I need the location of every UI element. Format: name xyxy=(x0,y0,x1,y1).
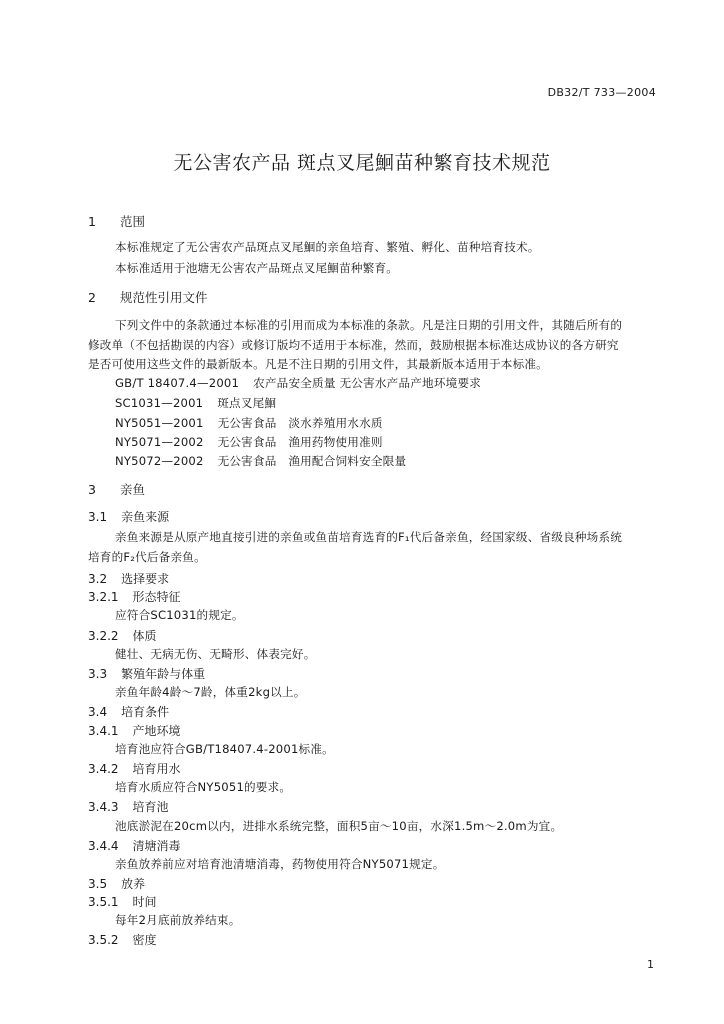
subsection-title: 培育条件 xyxy=(121,705,170,719)
subsection-title: 形态特征 xyxy=(132,590,181,604)
reference-name: 无公害食品 渔用配合饲料安全限量 xyxy=(217,454,407,468)
subsection-heading xyxy=(88,893,157,910)
subsection-number: 3.5 xyxy=(88,877,108,891)
reference-item xyxy=(115,415,383,431)
subsection-title: 亲鱼来源 xyxy=(121,510,170,524)
reference-code: GB/T 18407.4—2001 xyxy=(115,376,240,390)
paragraph: 培育池应符合GB/T18407.4-2001标准。 xyxy=(115,742,334,756)
section-number: 1 xyxy=(88,214,96,229)
paragraph-line: 培育的F₂代后备亲鱼。 xyxy=(88,550,206,564)
subsection-heading xyxy=(88,722,181,739)
paragraph: 池底淤泥在20cm以内，进排水系统完整，面积5亩～10亩，水深1.5m～2.0m为宜。 xyxy=(115,819,563,833)
subsection-title: 时间 xyxy=(132,895,157,909)
paragraph-line: 修改单（不包括勘误的内容）或修订版均不适用于本标准，然而，鼓励根据本标准达成协议的各方研究 xyxy=(88,338,619,352)
subsection-title: 选择要求 xyxy=(121,572,170,586)
reference-name: 无公害食品 淡水养殖用水水质 xyxy=(217,416,383,430)
paragraph-line: 是否可使用这些文件的最新版本。凡是不注日期的引用文件，其最新版本适用于本标准。 xyxy=(88,357,548,371)
subsection-number: 3.4.4 xyxy=(88,839,119,853)
reference-item xyxy=(115,375,481,391)
subsection-heading xyxy=(88,931,157,948)
paragraph: 本标准规定了无公害农产品斑点叉尾鮰的亲鱼培育、繁殖、孵化、苗种培育技术。 xyxy=(115,240,540,254)
subsection-heading xyxy=(88,588,181,605)
paragraph: 亲鱼年龄4龄～7龄，体重2kg以上。 xyxy=(115,685,306,699)
subsection-title: 培育池 xyxy=(132,800,169,814)
subsection-heading xyxy=(88,875,145,892)
section-title: 规范性引用文件 xyxy=(119,290,208,305)
subsection-title: 放养 xyxy=(121,877,146,891)
subsection-title: 产地环境 xyxy=(132,724,181,738)
reference-code: NY5051—2001 xyxy=(115,416,204,430)
paragraph: 每年2月底前放养结束。 xyxy=(115,913,241,927)
section-1-heading xyxy=(88,212,145,230)
subsection-number: 3.1 xyxy=(88,510,108,524)
paragraph: 应符合SC1031的规定。 xyxy=(115,608,244,622)
subsection-number: 3.4 xyxy=(88,705,108,719)
subsection-heading xyxy=(88,837,181,854)
reference-name: 无公害食品 渔用药物使用准则 xyxy=(217,435,383,449)
subsection-number: 3.4.1 xyxy=(88,724,119,738)
subsection-heading xyxy=(88,703,169,720)
paragraph: 健壮、无病无伤、无畸形、体表完好。 xyxy=(115,647,316,661)
section-title: 范围 xyxy=(119,214,145,229)
paragraph-line: 下列文件中的条款通过本标准的引用而成为本标准的条款。凡是注日期的引用文件，其随后所有的 xyxy=(115,318,623,332)
paragraph: 亲鱼放养前应对培育池清塘消毒，药物使用符合NY5071规定。 xyxy=(115,857,445,871)
reference-name: 斑点叉尾鮰 xyxy=(217,396,277,410)
page-number: 1 xyxy=(647,958,654,971)
reference-item xyxy=(115,395,276,411)
subsection-title: 体质 xyxy=(132,629,157,643)
paragraph: 培育水质应符合NY5051的要求。 xyxy=(115,780,292,794)
subsection-heading xyxy=(88,570,169,587)
subsection-number: 3.2.2 xyxy=(88,629,119,643)
reference-code: NY5071—2002 xyxy=(115,435,204,449)
subsection-number: 3.5.2 xyxy=(88,933,119,947)
subsection-number: 3.2.1 xyxy=(88,590,119,604)
subsection-title: 密度 xyxy=(132,933,157,947)
subsection-number: 3.4.2 xyxy=(88,762,119,776)
section-title: 亲鱼 xyxy=(119,482,145,497)
subsection-number: 3.4.3 xyxy=(88,800,119,814)
reference-code: SC1031—2001 xyxy=(115,396,204,410)
subsection-heading xyxy=(88,508,169,525)
reference-code: NY5072—2002 xyxy=(115,454,204,468)
subsection-heading xyxy=(88,665,205,682)
reference-item xyxy=(115,453,406,469)
section-number: 2 xyxy=(88,290,96,305)
section-number: 3 xyxy=(88,482,96,497)
section-3-heading xyxy=(88,480,145,498)
subsection-heading xyxy=(88,760,181,777)
section-2-heading xyxy=(88,288,207,306)
paragraph-line: 亲鱼来源是从原产地直接引进的亲鱼或鱼苗培育选育的F₁代后备亲鱼，经国家级、省级良种场系统 xyxy=(115,530,623,544)
subsection-number: 3.3 xyxy=(88,667,108,681)
reference-name: 农产品安全质量 无公害水产品产地环境要求 xyxy=(253,376,482,390)
reference-item xyxy=(115,434,383,450)
document-title: 无公害农产品 斑点叉尾鮰苗种繁育技术规范 xyxy=(173,152,551,174)
subsection-number: 3.5.1 xyxy=(88,895,119,909)
subsection-number: 3.2 xyxy=(88,572,108,586)
subsection-heading xyxy=(88,627,157,644)
subsection-title: 繁殖年龄与体重 xyxy=(121,667,206,681)
subsection-title: 培育用水 xyxy=(132,762,181,776)
subsection-title: 清塘消毒 xyxy=(132,839,181,853)
document-code: DB32/T 733—2004 xyxy=(547,86,656,99)
subsection-heading xyxy=(88,798,169,815)
paragraph: 本标准适用于池塘无公害农产品斑点叉尾鮰苗种繁育。 xyxy=(115,261,399,275)
